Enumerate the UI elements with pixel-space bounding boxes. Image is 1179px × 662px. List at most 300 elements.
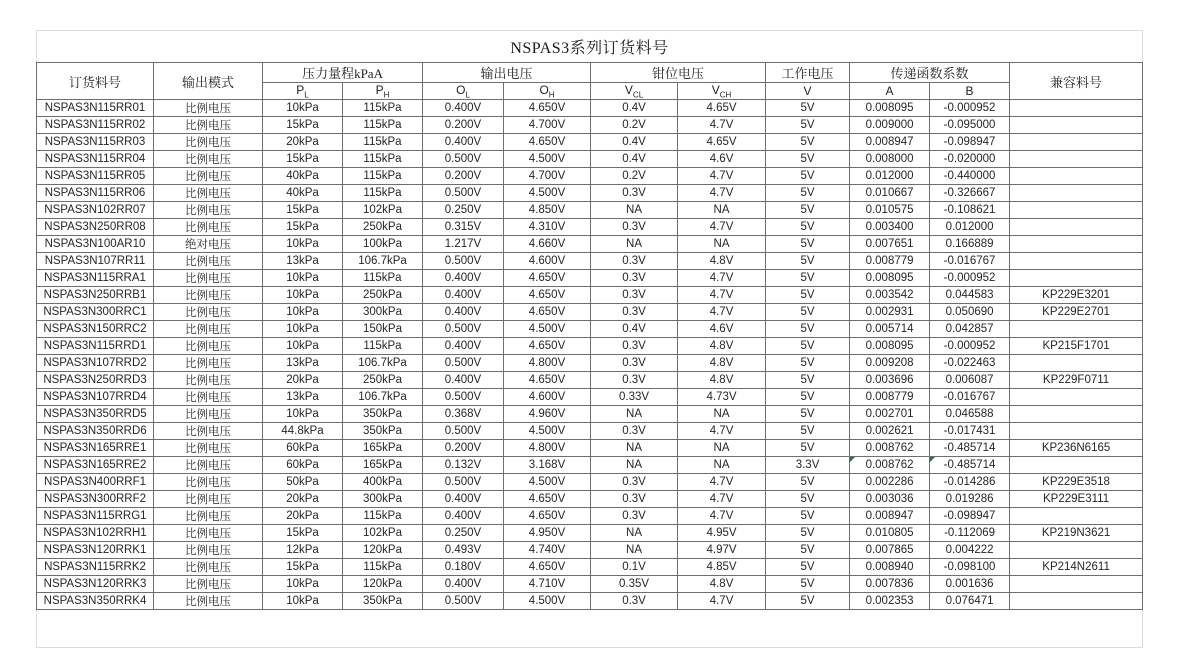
cell-output-low[interactable]: 0.500V <box>423 474 504 491</box>
cell-output-mode[interactable]: 比例电压 <box>154 457 263 474</box>
cell-pressure-high[interactable]: 115kPa <box>343 185 423 202</box>
cell-compatible-part[interactable]: KP215F1701 <box>1010 338 1143 355</box>
cell-supply-voltage[interactable]: 5V <box>766 559 850 576</box>
cell-part-number[interactable]: NSPAS3N150RRC2 <box>37 321 154 338</box>
cell-coeff-b[interactable]: 0.044583 <box>930 287 1010 304</box>
cell-output-high[interactable]: 4.660V <box>504 236 591 253</box>
cell-coeff-b[interactable]: -0.017431 <box>930 423 1010 440</box>
cell-part-number[interactable]: NSPAS3N115RRD1 <box>37 338 154 355</box>
cell-coeff-a[interactable]: 0.008000 <box>850 151 930 168</box>
cell-output-low[interactable]: 0.500V <box>423 423 504 440</box>
cell-output-high[interactable]: 4.500V <box>504 474 591 491</box>
cell-output-high[interactable]: 4.500V <box>504 593 591 610</box>
cell-clamp-low[interactable]: 0.3V <box>591 355 678 372</box>
cell-pressure-high[interactable]: 115kPa <box>343 270 423 287</box>
cell-pressure-high[interactable]: 165kPa <box>343 457 423 474</box>
cell-output-mode[interactable]: 比例电压 <box>154 168 263 185</box>
cell-output-mode[interactable]: 比例电压 <box>154 134 263 151</box>
cell-coeff-b[interactable]: 0.012000 <box>930 219 1010 236</box>
cell-pressure-low[interactable]: 20kPa <box>263 134 343 151</box>
cell-coeff-b[interactable]: -0.485714 <box>930 457 1010 474</box>
cell-clamp-high[interactable]: 4.7V <box>678 474 766 491</box>
cell-coeff-b[interactable]: 0.004222 <box>930 542 1010 559</box>
cell-output-high[interactable]: 4.600V <box>504 389 591 406</box>
cell-compatible-part[interactable]: KP214N2611 <box>1010 559 1143 576</box>
cell-output-mode[interactable]: 比例电压 <box>154 287 263 304</box>
cell-output-mode[interactable]: 比例电压 <box>154 491 263 508</box>
cell-coeff-a[interactable]: 0.002353 <box>850 593 930 610</box>
cell-output-low[interactable]: 0.500V <box>423 321 504 338</box>
cell-supply-voltage[interactable]: 5V <box>766 134 850 151</box>
cell-clamp-high[interactable]: 4.8V <box>678 355 766 372</box>
cell-output-high[interactable]: 4.650V <box>504 508 591 525</box>
cell-clamp-high[interactable]: NA <box>678 406 766 423</box>
cell-compatible-part[interactable] <box>1010 406 1143 423</box>
cell-supply-voltage[interactable]: 5V <box>766 219 850 236</box>
cell-supply-voltage[interactable]: 5V <box>766 474 850 491</box>
cell-coeff-b[interactable]: -0.098947 <box>930 508 1010 525</box>
cell-output-low[interactable]: 0.400V <box>423 134 504 151</box>
cell-clamp-low[interactable]: 0.3V <box>591 185 678 202</box>
cell-pressure-high[interactable]: 250kPa <box>343 219 423 236</box>
cell-pressure-low[interactable]: 15kPa <box>263 219 343 236</box>
cell-output-low[interactable]: 0.180V <box>423 559 504 576</box>
cell-part-number[interactable]: NSPAS3N115RR05 <box>37 168 154 185</box>
cell-output-low[interactable]: 0.400V <box>423 576 504 593</box>
cell-coeff-a[interactable]: 0.008779 <box>850 253 930 270</box>
cell-part-number[interactable]: NSPAS3N115RR03 <box>37 134 154 151</box>
cell-supply-voltage[interactable]: 5V <box>766 253 850 270</box>
cell-pressure-low[interactable]: 20kPa <box>263 491 343 508</box>
cell-supply-voltage[interactable]: 5V <box>766 270 850 287</box>
cell-compatible-part[interactable] <box>1010 457 1143 474</box>
cell-clamp-low[interactable]: 0.3V <box>591 423 678 440</box>
cell-output-low[interactable]: 0.400V <box>423 100 504 117</box>
cell-coeff-b[interactable]: -0.000952 <box>930 338 1010 355</box>
cell-clamp-low[interactable]: NA <box>591 457 678 474</box>
cell-output-mode[interactable]: 比例电压 <box>154 542 263 559</box>
cell-output-mode[interactable]: 比例电压 <box>154 389 263 406</box>
cell-clamp-high[interactable]: 4.8V <box>678 576 766 593</box>
cell-clamp-low[interactable]: 0.35V <box>591 576 678 593</box>
cell-output-high[interactable]: 4.700V <box>504 117 591 134</box>
cell-supply-voltage[interactable]: 5V <box>766 117 850 134</box>
cell-output-high[interactable]: 4.500V <box>504 423 591 440</box>
cell-pressure-low[interactable]: 15kPa <box>263 117 343 134</box>
cell-output-low[interactable]: 0.500V <box>423 151 504 168</box>
cell-clamp-high[interactable]: 4.7V <box>678 287 766 304</box>
cell-coeff-a[interactable]: 0.008762 <box>850 457 930 474</box>
cell-part-number[interactable]: NSPAS3N250RR08 <box>37 219 154 236</box>
cell-compatible-part[interactable] <box>1010 168 1143 185</box>
cell-pressure-high[interactable]: 300kPa <box>343 304 423 321</box>
cell-pressure-high[interactable]: 100kPa <box>343 236 423 253</box>
cell-pressure-low[interactable]: 15kPa <box>263 202 343 219</box>
cell-clamp-low[interactable]: 0.4V <box>591 100 678 117</box>
cell-output-low[interactable]: 0.400V <box>423 304 504 321</box>
cell-supply-voltage[interactable]: 5V <box>766 389 850 406</box>
cell-output-low[interactable]: 0.493V <box>423 542 504 559</box>
cell-output-low[interactable]: 0.500V <box>423 389 504 406</box>
cell-coeff-a[interactable]: 0.002621 <box>850 423 930 440</box>
cell-coeff-a[interactable]: 0.007865 <box>850 542 930 559</box>
cell-coeff-b[interactable]: -0.020000 <box>930 151 1010 168</box>
cell-pressure-high[interactable]: 115kPa <box>343 338 423 355</box>
cell-pressure-high[interactable]: 250kPa <box>343 372 423 389</box>
cell-coeff-b[interactable]: -0.016767 <box>930 389 1010 406</box>
cell-coeff-a[interactable]: 0.008095 <box>850 270 930 287</box>
cell-supply-voltage[interactable]: 5V <box>766 202 850 219</box>
cell-output-low[interactable]: 0.132V <box>423 457 504 474</box>
cell-part-number[interactable]: NSPAS3N350RRD5 <box>37 406 154 423</box>
cell-pressure-high[interactable]: 350kPa <box>343 423 423 440</box>
cell-part-number[interactable]: NSPAS3N350RRK4 <box>37 593 154 610</box>
cell-pressure-high[interactable]: 115kPa <box>343 100 423 117</box>
cell-clamp-low[interactable]: 0.2V <box>591 117 678 134</box>
cell-pressure-low[interactable]: 10kPa <box>263 576 343 593</box>
cell-coeff-b[interactable]: -0.098947 <box>930 134 1010 151</box>
cell-compatible-part[interactable] <box>1010 270 1143 287</box>
cell-pressure-low[interactable]: 15kPa <box>263 525 343 542</box>
cell-pressure-low[interactable]: 15kPa <box>263 559 343 576</box>
cell-output-mode[interactable]: 比例电压 <box>154 202 263 219</box>
cell-clamp-high[interactable]: 4.7V <box>678 117 766 134</box>
cell-coeff-a[interactable]: 0.008762 <box>850 440 930 457</box>
cell-clamp-high[interactable]: 4.7V <box>678 270 766 287</box>
cell-part-number[interactable]: NSPAS3N115RRK2 <box>37 559 154 576</box>
cell-compatible-part[interactable] <box>1010 151 1143 168</box>
cell-pressure-high[interactable]: 120kPa <box>343 576 423 593</box>
cell-output-low[interactable]: 0.200V <box>423 117 504 134</box>
cell-clamp-high[interactable]: 4.7V <box>678 304 766 321</box>
cell-output-high[interactable]: 4.650V <box>504 270 591 287</box>
cell-pressure-high[interactable]: 115kPa <box>343 559 423 576</box>
cell-part-number[interactable]: NSPAS3N107RR11 <box>37 253 154 270</box>
cell-compatible-part[interactable] <box>1010 202 1143 219</box>
cell-output-low[interactable]: 0.400V <box>423 508 504 525</box>
cell-clamp-low[interactable]: 0.3V <box>591 253 678 270</box>
cell-part-number[interactable]: NSPAS3N250RRB1 <box>37 287 154 304</box>
cell-output-mode[interactable]: 比例电压 <box>154 576 263 593</box>
cell-coeff-b[interactable]: 0.006087 <box>930 372 1010 389</box>
cell-compatible-part[interactable] <box>1010 236 1143 253</box>
cell-coeff-a[interactable]: 0.007836 <box>850 576 930 593</box>
cell-clamp-high[interactable]: 4.8V <box>678 372 766 389</box>
cell-pressure-low[interactable]: 12kPa <box>263 542 343 559</box>
cell-pressure-high[interactable]: 120kPa <box>343 542 423 559</box>
cell-coeff-b[interactable]: 0.042857 <box>930 321 1010 338</box>
cell-pressure-high[interactable]: 350kPa <box>343 406 423 423</box>
cell-coeff-b[interactable]: -0.016767 <box>930 253 1010 270</box>
cell-coeff-a[interactable]: 0.008947 <box>850 508 930 525</box>
cell-output-low[interactable]: 0.500V <box>423 593 504 610</box>
cell-pressure-high[interactable]: 165kPa <box>343 440 423 457</box>
cell-coeff-b[interactable]: 0.076471 <box>930 593 1010 610</box>
cell-clamp-low[interactable]: NA <box>591 406 678 423</box>
cell-pressure-high[interactable]: 115kPa <box>343 168 423 185</box>
cell-clamp-high[interactable]: 4.95V <box>678 525 766 542</box>
cell-coeff-a[interactable]: 0.008095 <box>850 338 930 355</box>
cell-output-low[interactable]: 0.400V <box>423 372 504 389</box>
cell-pressure-high[interactable]: 350kPa <box>343 593 423 610</box>
cell-supply-voltage[interactable]: 5V <box>766 593 850 610</box>
cell-clamp-low[interactable]: 0.3V <box>591 491 678 508</box>
cell-output-high[interactable]: 4.650V <box>504 372 591 389</box>
cell-output-high[interactable]: 4.600V <box>504 253 591 270</box>
cell-pressure-low[interactable]: 20kPa <box>263 372 343 389</box>
cell-pressure-low[interactable]: 10kPa <box>263 593 343 610</box>
cell-output-mode[interactable]: 比例电压 <box>154 304 263 321</box>
cell-compatible-part[interactable]: KP229E2701 <box>1010 304 1143 321</box>
cell-output-low[interactable]: 0.400V <box>423 338 504 355</box>
cell-output-low[interactable]: 0.500V <box>423 355 504 372</box>
cell-clamp-low[interactable]: NA <box>591 236 678 253</box>
cell-output-high[interactable]: 4.650V <box>504 559 591 576</box>
cell-output-mode[interactable]: 比例电压 <box>154 321 263 338</box>
cell-supply-voltage[interactable]: 5V <box>766 236 850 253</box>
cell-part-number[interactable]: NSPAS3N115RR06 <box>37 185 154 202</box>
cell-pressure-low[interactable]: 40kPa <box>263 168 343 185</box>
cell-part-number[interactable]: NSPAS3N400RRF1 <box>37 474 154 491</box>
cell-output-high[interactable]: 3.168V <box>504 457 591 474</box>
cell-coeff-b[interactable]: -0.108621 <box>930 202 1010 219</box>
cell-compatible-part[interactable] <box>1010 508 1143 525</box>
cell-clamp-low[interactable]: 0.4V <box>591 134 678 151</box>
cell-compatible-part[interactable] <box>1010 219 1143 236</box>
cell-part-number[interactable]: NSPAS3N115RR02 <box>37 117 154 134</box>
cell-coeff-a[interactable]: 0.003036 <box>850 491 930 508</box>
cell-pressure-low[interactable]: 10kPa <box>263 236 343 253</box>
cell-supply-voltage[interactable]: 5V <box>766 287 850 304</box>
cell-clamp-high[interactable]: 4.85V <box>678 559 766 576</box>
cell-coeff-a[interactable]: 0.008779 <box>850 389 930 406</box>
cell-output-mode[interactable]: 比例电压 <box>154 525 263 542</box>
cell-supply-voltage[interactable]: 3.3V <box>766 457 850 474</box>
cell-pressure-high[interactable]: 250kPa <box>343 287 423 304</box>
cell-part-number[interactable]: NSPAS3N120RRK3 <box>37 576 154 593</box>
cell-coeff-b[interactable]: -0.000952 <box>930 100 1010 117</box>
cell-part-number[interactable]: NSPAS3N100AR10 <box>37 236 154 253</box>
cell-part-number[interactable]: NSPAS3N350RRD6 <box>37 423 154 440</box>
cell-part-number[interactable]: NSPAS3N165RRE2 <box>37 457 154 474</box>
cell-clamp-low[interactable]: 0.3V <box>591 287 678 304</box>
cell-output-mode[interactable]: 绝对电压 <box>154 236 263 253</box>
cell-coeff-a[interactable]: 0.008940 <box>850 559 930 576</box>
cell-pressure-high[interactable]: 300kPa <box>343 491 423 508</box>
cell-pressure-low[interactable]: 60kPa <box>263 457 343 474</box>
cell-compatible-part[interactable]: KP236N6165 <box>1010 440 1143 457</box>
cell-coeff-a[interactable]: 0.008947 <box>850 134 930 151</box>
cell-clamp-low[interactable]: 0.33V <box>591 389 678 406</box>
cell-compatible-part[interactable] <box>1010 253 1143 270</box>
cell-output-mode[interactable]: 比例电压 <box>154 474 263 491</box>
cell-pressure-low[interactable]: 10kPa <box>263 406 343 423</box>
cell-output-low[interactable]: 0.500V <box>423 253 504 270</box>
cell-output-low[interactable]: 1.217V <box>423 236 504 253</box>
cell-part-number[interactable]: NSPAS3N120RRK1 <box>37 542 154 559</box>
cell-clamp-high[interactable]: 4.65V <box>678 134 766 151</box>
cell-coeff-a[interactable]: 0.002931 <box>850 304 930 321</box>
cell-coeff-a[interactable]: 0.007651 <box>850 236 930 253</box>
cell-clamp-low[interactable]: 0.3V <box>591 508 678 525</box>
cell-compatible-part[interactable] <box>1010 321 1143 338</box>
cell-supply-voltage[interactable]: 5V <box>766 304 850 321</box>
cell-part-number[interactable]: NSPAS3N250RRD3 <box>37 372 154 389</box>
cell-compatible-part[interactable] <box>1010 355 1143 372</box>
cell-pressure-low[interactable]: 13kPa <box>263 389 343 406</box>
cell-output-mode[interactable]: 比例电压 <box>154 355 263 372</box>
cell-supply-voltage[interactable]: 5V <box>766 508 850 525</box>
cell-clamp-high[interactable]: 4.7V <box>678 185 766 202</box>
cell-pressure-low[interactable]: 13kPa <box>263 355 343 372</box>
cell-supply-voltage[interactable]: 5V <box>766 525 850 542</box>
cell-clamp-low[interactable]: 0.3V <box>591 219 678 236</box>
cell-compatible-part[interactable] <box>1010 542 1143 559</box>
cell-coeff-a[interactable]: 0.003542 <box>850 287 930 304</box>
cell-supply-voltage[interactable]: 5V <box>766 185 850 202</box>
cell-part-number[interactable]: NSPAS3N115RRG1 <box>37 508 154 525</box>
cell-output-mode[interactable]: 比例电压 <box>154 117 263 134</box>
cell-part-number[interactable]: NSPAS3N300RRF2 <box>37 491 154 508</box>
cell-pressure-high[interactable]: 115kPa <box>343 508 423 525</box>
cell-coeff-b[interactable]: -0.098100 <box>930 559 1010 576</box>
cell-supply-voltage[interactable]: 5V <box>766 576 850 593</box>
cell-pressure-low[interactable]: 10kPa <box>263 321 343 338</box>
cell-output-mode[interactable]: 比例电压 <box>154 219 263 236</box>
cell-output-high[interactable]: 4.650V <box>504 100 591 117</box>
cell-supply-voltage[interactable]: 5V <box>766 372 850 389</box>
cell-part-number[interactable]: NSPAS3N115RR01 <box>37 100 154 117</box>
cell-output-low[interactable]: 0.250V <box>423 525 504 542</box>
cell-coeff-b[interactable]: -0.485714 <box>930 440 1010 457</box>
cell-output-mode[interactable]: 比例电压 <box>154 185 263 202</box>
cell-output-high[interactable]: 4.740V <box>504 542 591 559</box>
cell-output-low[interactable]: 0.400V <box>423 287 504 304</box>
cell-clamp-high[interactable]: 4.7V <box>678 491 766 508</box>
cell-output-high[interactable]: 4.650V <box>504 491 591 508</box>
cell-clamp-high[interactable]: 4.6V <box>678 321 766 338</box>
cell-compatible-part[interactable] <box>1010 100 1143 117</box>
cell-output-high[interactable]: 4.800V <box>504 355 591 372</box>
cell-clamp-high[interactable]: 4.7V <box>678 593 766 610</box>
cell-coeff-b[interactable]: -0.000952 <box>930 270 1010 287</box>
cell-supply-voltage[interactable]: 5V <box>766 406 850 423</box>
cell-compatible-part[interactable] <box>1010 117 1143 134</box>
cell-output-mode[interactable]: 比例电压 <box>154 338 263 355</box>
cell-supply-voltage[interactable]: 5V <box>766 423 850 440</box>
cell-coeff-b[interactable]: 0.166889 <box>930 236 1010 253</box>
cell-clamp-high[interactable]: 4.97V <box>678 542 766 559</box>
cell-clamp-low[interactable]: 0.3V <box>591 372 678 389</box>
cell-clamp-high[interactable]: NA <box>678 236 766 253</box>
cell-clamp-high[interactable]: 4.7V <box>678 508 766 525</box>
cell-pressure-low[interactable]: 60kPa <box>263 440 343 457</box>
cell-supply-voltage[interactable]: 5V <box>766 321 850 338</box>
cell-compatible-part[interactable]: KP229E3201 <box>1010 287 1143 304</box>
cell-supply-voltage[interactable]: 5V <box>766 100 850 117</box>
cell-clamp-low[interactable]: NA <box>591 525 678 542</box>
cell-clamp-low[interactable]: 0.1V <box>591 559 678 576</box>
cell-pressure-low[interactable]: 10kPa <box>263 338 343 355</box>
cell-output-low[interactable]: 0.400V <box>423 270 504 287</box>
cell-supply-voltage[interactable]: 5V <box>766 491 850 508</box>
cell-output-low[interactable]: 0.250V <box>423 202 504 219</box>
cell-clamp-low[interactable]: NA <box>591 440 678 457</box>
cell-compatible-part[interactable] <box>1010 576 1143 593</box>
cell-pressure-low[interactable]: 10kPa <box>263 270 343 287</box>
cell-supply-voltage[interactable]: 5V <box>766 542 850 559</box>
cell-part-number[interactable]: NSPAS3N165RRE1 <box>37 440 154 457</box>
cell-clamp-high[interactable]: 4.65V <box>678 100 766 117</box>
cell-coeff-b[interactable]: -0.112069 <box>930 525 1010 542</box>
cell-pressure-high[interactable]: 106.7kPa <box>343 389 423 406</box>
cell-clamp-low[interactable]: NA <box>591 542 678 559</box>
cell-coeff-a[interactable]: 0.009208 <box>850 355 930 372</box>
cell-output-high[interactable]: 4.500V <box>504 151 591 168</box>
cell-coeff-a[interactable]: 0.012000 <box>850 168 930 185</box>
cell-clamp-low[interactable]: 0.3V <box>591 474 678 491</box>
cell-coeff-b[interactable]: -0.440000 <box>930 168 1010 185</box>
cell-coeff-a[interactable]: 0.002701 <box>850 406 930 423</box>
cell-compatible-part[interactable]: KP219N3621 <box>1010 525 1143 542</box>
cell-pressure-high[interactable]: 115kPa <box>343 134 423 151</box>
cell-output-low[interactable]: 0.400V <box>423 491 504 508</box>
cell-clamp-high[interactable]: 4.73V <box>678 389 766 406</box>
cell-output-high[interactable]: 4.650V <box>504 338 591 355</box>
cell-clamp-high[interactable]: 4.8V <box>678 253 766 270</box>
cell-output-high[interactable]: 4.650V <box>504 134 591 151</box>
cell-output-mode[interactable]: 比例电压 <box>154 508 263 525</box>
cell-output-high[interactable]: 4.500V <box>504 185 591 202</box>
cell-coeff-a[interactable]: 0.003696 <box>850 372 930 389</box>
cell-part-number[interactable]: NSPAS3N102RRH1 <box>37 525 154 542</box>
cell-pressure-high[interactable]: 106.7kPa <box>343 253 423 270</box>
cell-clamp-high[interactable]: NA <box>678 202 766 219</box>
cell-compatible-part[interactable]: KP229E3111 <box>1010 491 1143 508</box>
cell-output-low[interactable]: 0.200V <box>423 168 504 185</box>
cell-part-number[interactable]: NSPAS3N102RR07 <box>37 202 154 219</box>
cell-clamp-high[interactable]: 4.7V <box>678 219 766 236</box>
cell-clamp-low[interactable]: 0.4V <box>591 321 678 338</box>
cell-output-high[interactable]: 4.950V <box>504 525 591 542</box>
cell-coeff-a[interactable]: 0.009000 <box>850 117 930 134</box>
cell-output-high[interactable]: 4.710V <box>504 576 591 593</box>
cell-part-number[interactable]: NSPAS3N115RR04 <box>37 151 154 168</box>
cell-coeff-a[interactable]: 0.010805 <box>850 525 930 542</box>
cell-coeff-b[interactable]: -0.095000 <box>930 117 1010 134</box>
cell-output-high[interactable]: 4.800V <box>504 440 591 457</box>
cell-output-low[interactable]: 0.500V <box>423 185 504 202</box>
cell-output-high[interactable]: 4.850V <box>504 202 591 219</box>
cell-output-mode[interactable]: 比例电压 <box>154 151 263 168</box>
cell-coeff-b[interactable]: 0.001636 <box>930 576 1010 593</box>
cell-clamp-low[interactable]: 0.3V <box>591 270 678 287</box>
cell-supply-voltage[interactable]: 5V <box>766 151 850 168</box>
cell-pressure-low[interactable]: 44.8kPa <box>263 423 343 440</box>
cell-clamp-low[interactable]: 0.4V <box>591 151 678 168</box>
cell-coeff-b[interactable]: -0.014286 <box>930 474 1010 491</box>
cell-pressure-high[interactable]: 106.7kPa <box>343 355 423 372</box>
cell-clamp-low[interactable]: 0.2V <box>591 168 678 185</box>
cell-coeff-b[interactable]: 0.019286 <box>930 491 1010 508</box>
cell-clamp-high[interactable]: 4.6V <box>678 151 766 168</box>
cell-output-mode[interactable]: 比例电压 <box>154 559 263 576</box>
cell-pressure-low[interactable]: 10kPa <box>263 304 343 321</box>
cell-compatible-part[interactable] <box>1010 423 1143 440</box>
cell-coeff-b[interactable]: -0.326667 <box>930 185 1010 202</box>
cell-coeff-a[interactable]: 0.002286 <box>850 474 930 491</box>
cell-compatible-part[interactable] <box>1010 134 1143 151</box>
